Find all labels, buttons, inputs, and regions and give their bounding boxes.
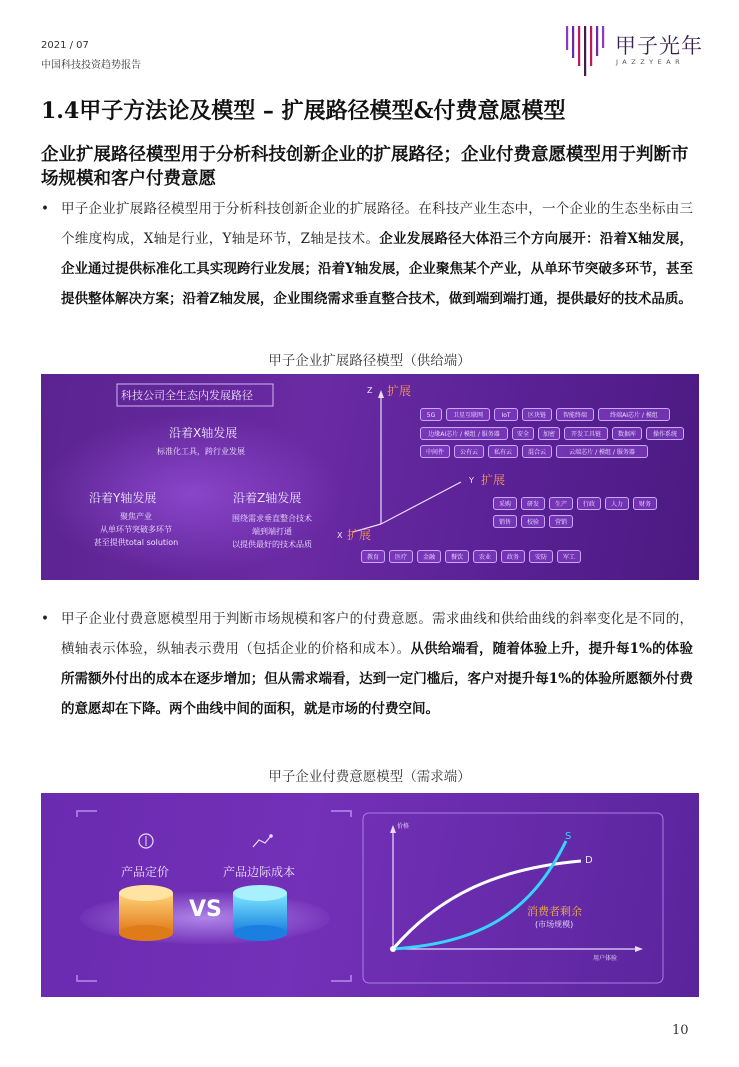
supply-curve: [393, 841, 566, 949]
box-title: 科技公司全生态内发展路径: [121, 389, 253, 402]
vs-label: VS: [189, 897, 222, 922]
y-direction-title: 沿着Y轴发展: [89, 491, 157, 505]
payment-willingness-figure: [41, 793, 699, 997]
market-size-label: (市场规模): [535, 920, 574, 929]
tag-pill: 公有云: [454, 445, 484, 458]
curve-d-label: D: [585, 855, 593, 866]
z-direction-desc: 围绕需求垂直整合技术 端到端打通 以提供最好的技术品质: [232, 514, 312, 549]
tag-pill: IoT: [494, 408, 518, 421]
tag-pill: 数据库: [612, 427, 642, 440]
page-number: 10: [672, 1023, 689, 1038]
tag-pill: 采购: [493, 497, 517, 510]
tag-pill: 开发工具链: [564, 427, 608, 440]
tag-pill: 操作系统: [646, 427, 684, 440]
y-axis-letter: Y: [469, 476, 474, 485]
product-price-label: 产品定价: [121, 865, 170, 879]
tag-pill: 销售: [493, 515, 517, 528]
paragraph-bold-text: 从供给端看，随着体验上升，提升每1%的体验所需额外付出的成本在逐步增加；但从需求端看，达到一定门槛后，客户对提升每1%的体验所愿额外付费的意愿却在下降。两个曲线中间的面积，就是市场的付费空间。: [61, 641, 693, 717]
paragraph-text: 甲子企业付费意愿模型用于判断市场规模和客户的付费意愿。需求曲线和供给曲线的斜率变化是不同的，横轴表示体验，纵轴表示费用（包括企业的价格和成本）。: [61, 611, 693, 657]
tag-pill: 研发: [521, 497, 545, 510]
logo-text: 甲子光年: [615, 34, 703, 58]
figure-caption: 甲子企业扩展路径模型（供给端）: [268, 353, 471, 369]
consumer-surplus-label: 消费者剩余: [527, 905, 582, 918]
y-axis-label: 扩展: [481, 473, 506, 487]
header-report-name: 中国科技投资趋势报告: [41, 60, 141, 71]
x-direction-title: 沿着X轴发展: [169, 426, 238, 440]
header-date: 2021 / 07: [41, 40, 89, 51]
tag-pill: 加密: [538, 427, 560, 440]
tag-pill: 终端AI芯片 / 模组: [598, 408, 670, 421]
tag-pill: 生产: [549, 497, 573, 510]
tag-pill: 云端芯片 / 模组 / 服务器: [556, 445, 648, 458]
tag-pill: 农业: [473, 550, 497, 563]
tag-pill: 区块链: [522, 408, 552, 421]
tag-pill: 中间件: [420, 445, 450, 458]
tag-pill: 人力: [605, 497, 629, 510]
tag-pill: 边缘AI芯片 / 模组 / 服务器: [420, 427, 508, 440]
x-axis-letter: X: [337, 531, 343, 540]
price-axis-label: 价格: [397, 823, 410, 830]
tag-pill: 行政: [577, 497, 601, 510]
logo-english-text: JAZZYEAR: [616, 58, 685, 66]
tag-pill: 财务: [633, 497, 657, 510]
tag-pill: 教育: [361, 550, 385, 563]
tag-pill: 卫星互联网: [446, 408, 490, 421]
curve-s-label: S: [565, 831, 572, 842]
tag-pill: 5G: [420, 408, 442, 421]
paragraph-expansion-model: [41, 194, 693, 314]
paragraph-payment-model: [41, 604, 693, 724]
figure-caption: 甲子企业付费意愿模型（需求端）: [268, 769, 471, 785]
tag-pill: 智能终端: [556, 408, 594, 421]
marginal-cost-label: 产品边际成本: [223, 865, 296, 879]
tag-pill: 政务: [501, 550, 525, 563]
paragraph-bold-text: 企业发展路径大体沿三个方向展开：沿着X轴发展，企业通过提供标准化工具实现跨行业发展；沿着Y轴发展，企业聚焦某个产业，从单环节突破多环节，甚至提供整体解决方案；沿着Z轴发展，企业围绕需求垂直整合技术，做到端到端打通，提供最好的技术品质。: [61, 231, 693, 307]
page-title: 1.4甲子方法论及模型 – 扩展路径模型&付费意愿模型: [41, 98, 566, 124]
tag-pill: 医疗: [389, 550, 413, 563]
z-axis-label: 扩展: [387, 384, 412, 398]
x-axis-label: 扩展: [347, 528, 372, 542]
page-subtitle: 企业扩展路径模型用于分析科技创新企业的扩展路径；企业付费意愿模型用于判断市场规模和客户付费意愿: [41, 145, 689, 189]
paragraph-text: 甲子企业扩展路径模型用于分析科技创新企业的扩展路径。在科技产业生态中，一个企业的生态坐标由三个维度构成，X轴是行业，Y轴是环节，Z轴是技术。: [61, 201, 693, 247]
x-direction-desc: 标准化工具，跨行业发展: [157, 447, 245, 456]
expansion-path-figure: [41, 374, 699, 580]
tag-pill: 餐饮: [445, 550, 469, 563]
y-direction-desc: 聚焦产业 从单环节突破多环节 甚至提供total solution: [93, 512, 179, 547]
tag-pill: 营销: [549, 515, 573, 528]
tag-pill: 安全: [512, 427, 534, 440]
tag-pill: 校验: [521, 515, 545, 528]
tag-pill: 金融: [417, 550, 441, 563]
z-direction-title: 沿着Z轴发展: [233, 491, 302, 505]
tag-pill: 混合云: [522, 445, 552, 458]
tag-pill: 安防: [529, 550, 553, 563]
tag-pill: 私有云: [488, 445, 518, 458]
bullet: •: [41, 611, 49, 627]
tag-pill: 军工: [557, 550, 581, 563]
z-axis-letter: Z: [367, 386, 373, 395]
experience-axis-label: 用户体验: [593, 955, 618, 962]
supply-demand-chart: [41, 793, 699, 997]
bullet: •: [41, 201, 49, 217]
